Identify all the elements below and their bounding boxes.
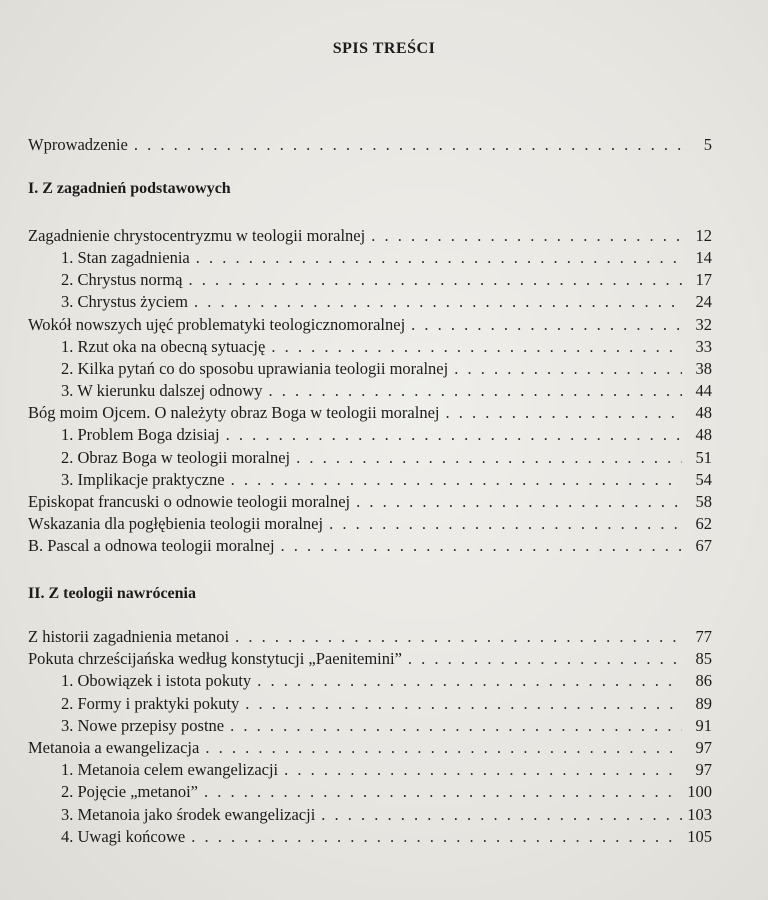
page-title: SPIS TREŚCI: [332, 40, 436, 57]
toc-entry-label: Wprowadzenie: [28, 135, 128, 154]
toc-entry: [28, 314, 712, 336]
toc-entry-label: 1. Rzut oka na obecną sytuację: [61, 336, 266, 356]
dot-leader: [268, 380, 682, 402]
toc-entry: [28, 648, 712, 670]
toc-entry: [28, 535, 712, 557]
toc-entry-label: 1. Obowiązek i istota pokuty: [61, 671, 252, 691]
toc-entry-page: 48: [695, 403, 712, 423]
toc-entry-page: 5: [703, 135, 712, 154]
dot-leader: [329, 513, 682, 535]
toc-entry-page: 24: [695, 292, 712, 312]
toc-subentry: [28, 358, 712, 380]
toc-entry-label: 1. Stan zagadnienia: [61, 248, 190, 268]
dot-leader: [411, 314, 682, 336]
toc-entry-label: Episkopat francuski o odnowie teologii moralnej: [28, 491, 351, 511]
dot-leader: [284, 759, 682, 781]
toc-entry-label: 3. Implikacje praktyczne: [61, 469, 225, 489]
dot-leader: [245, 693, 682, 715]
dot-leader: [321, 804, 682, 826]
dot-leader: [408, 648, 682, 670]
toc-subentry: [28, 469, 712, 491]
toc-entry: [28, 737, 712, 759]
toc-entry-page: 100: [687, 782, 712, 802]
toc-entry-label: 3. W kierunku dalszej odnowy: [61, 381, 263, 401]
dot-leader: [230, 715, 682, 737]
dot-leader: [454, 358, 682, 380]
toc-entry-page: 33: [695, 336, 712, 356]
dot-leader: [191, 826, 682, 848]
dot-leader: [134, 134, 682, 156]
dot-leader: [231, 469, 682, 491]
toc-subentry: [28, 781, 712, 803]
dot-leader: [226, 424, 682, 446]
toc-entry-label: Wskazania dla pogłębienia teologii moralnej: [28, 513, 324, 533]
toc-entry-page: 62: [695, 513, 712, 533]
toc-entry-page: 91: [695, 715, 712, 735]
toc-entry-page: 77: [695, 627, 712, 646]
dot-leader: [371, 225, 682, 247]
toc-subentry: [28, 269, 712, 291]
toc-subentry: [28, 670, 712, 692]
toc-entry-page: 97: [695, 738, 712, 757]
toc-entry-page: 67: [695, 536, 712, 556]
toc-subentry: [28, 693, 712, 715]
toc-entry-label: 2. Obraz Boga w teologii moralnej: [61, 447, 291, 467]
toc-subentry: [28, 715, 712, 737]
toc-entry-page: 14: [695, 248, 712, 268]
toc-entry-page: 105: [687, 826, 712, 846]
toc-entry-page: 58: [695, 491, 712, 511]
toc-entry-label: 3. Chrystus życiem: [61, 292, 188, 312]
toc-entry-label: Bóg moim Ojcem. O należyty obraz Boga w teologii moralnej: [28, 403, 440, 423]
toc-entry-label: Wokół nowszych ujęć problematyki teologicznomoralnej: [28, 314, 406, 334]
section-heading-1: I. Z zagadnień podstawowych: [28, 180, 231, 197]
toc-subentry: [28, 424, 712, 446]
toc-entry-label: 1. Metanoia celem ewangelizacji: [61, 760, 279, 780]
toc-entry-page: 89: [695, 693, 712, 713]
toc-entry-page: 48: [695, 425, 712, 445]
toc-subentry: [28, 380, 712, 402]
toc-entry-label: 1. Problem Boga dzisiaj: [61, 425, 220, 445]
toc-entry-page: 51: [695, 447, 712, 467]
toc-subentry: [28, 826, 712, 848]
toc-entry-label: 2. Formy i praktyki pokuty: [61, 693, 240, 713]
toc-subentry: [28, 291, 712, 313]
dot-leader: [235, 626, 682, 648]
toc-subentry: [28, 247, 712, 269]
dot-leader: [257, 670, 682, 692]
toc-entry: [28, 225, 712, 247]
toc-entry: [28, 626, 712, 648]
dot-leader: [271, 336, 682, 358]
toc-entry-page: 12: [695, 226, 712, 245]
toc-entry-label: 2. Pojęcie „metanoi”: [61, 782, 198, 802]
toc-entry-intro: [28, 134, 712, 156]
toc-entry-page: 17: [695, 270, 712, 290]
toc-subentry: [28, 336, 712, 358]
toc-subentry: [28, 447, 712, 469]
toc-entry-label: Metanoia a ewangelizacja: [28, 738, 200, 757]
toc-entry-label: 3. Metanoia jako środek ewangelizacji: [61, 804, 316, 824]
toc-entry-page: 44: [695, 381, 712, 401]
dot-leader: [188, 269, 682, 291]
toc-entry-label: Pokuta chrześcijańska według konstytucji „Paenitemini”: [28, 649, 402, 669]
toc-entry-page: 86: [695, 671, 712, 691]
dot-leader: [204, 781, 682, 803]
toc-entry-page: 54: [695, 469, 712, 489]
toc-entry-label: 4. Uwagi końcowe: [61, 826, 186, 846]
toc-entry: [28, 491, 712, 513]
toc-entry-page: 32: [695, 314, 712, 334]
toc-entry-page: 85: [695, 649, 712, 669]
dot-leader: [356, 491, 682, 513]
dot-leader: [296, 447, 682, 469]
toc-entry: [28, 513, 712, 535]
toc-entry-label: Z historii zagadnienia metanoi: [28, 627, 230, 646]
dot-leader: [205, 737, 682, 759]
toc-entry-label: B. Pascal a odnowa teologii moralnej: [28, 536, 275, 556]
toc-subentry: [28, 804, 712, 826]
toc-entry-label: Zagadnienie chrystocentryzmu w teologii moralnej: [28, 226, 366, 245]
toc-entry-label: 3. Nowe przepisy postne: [61, 715, 225, 735]
section-heading-2: II. Z teologii nawrócenia: [28, 585, 196, 602]
toc-entry: [28, 402, 712, 424]
dot-leader: [281, 535, 682, 557]
toc-entry-label: 2. Kilka pytań co do sposobu uprawiania teologii moralnej: [61, 358, 449, 378]
dot-leader: [196, 247, 682, 269]
dot-leader: [446, 402, 683, 424]
toc-subentry: [28, 759, 712, 781]
toc-entry-page: 103: [687, 804, 712, 824]
toc-entry-label: 2. Chrystus normą: [61, 270, 183, 290]
toc-entry-page: 97: [695, 760, 712, 780]
toc-entry-page: 38: [695, 358, 712, 378]
dot-leader: [194, 291, 682, 313]
